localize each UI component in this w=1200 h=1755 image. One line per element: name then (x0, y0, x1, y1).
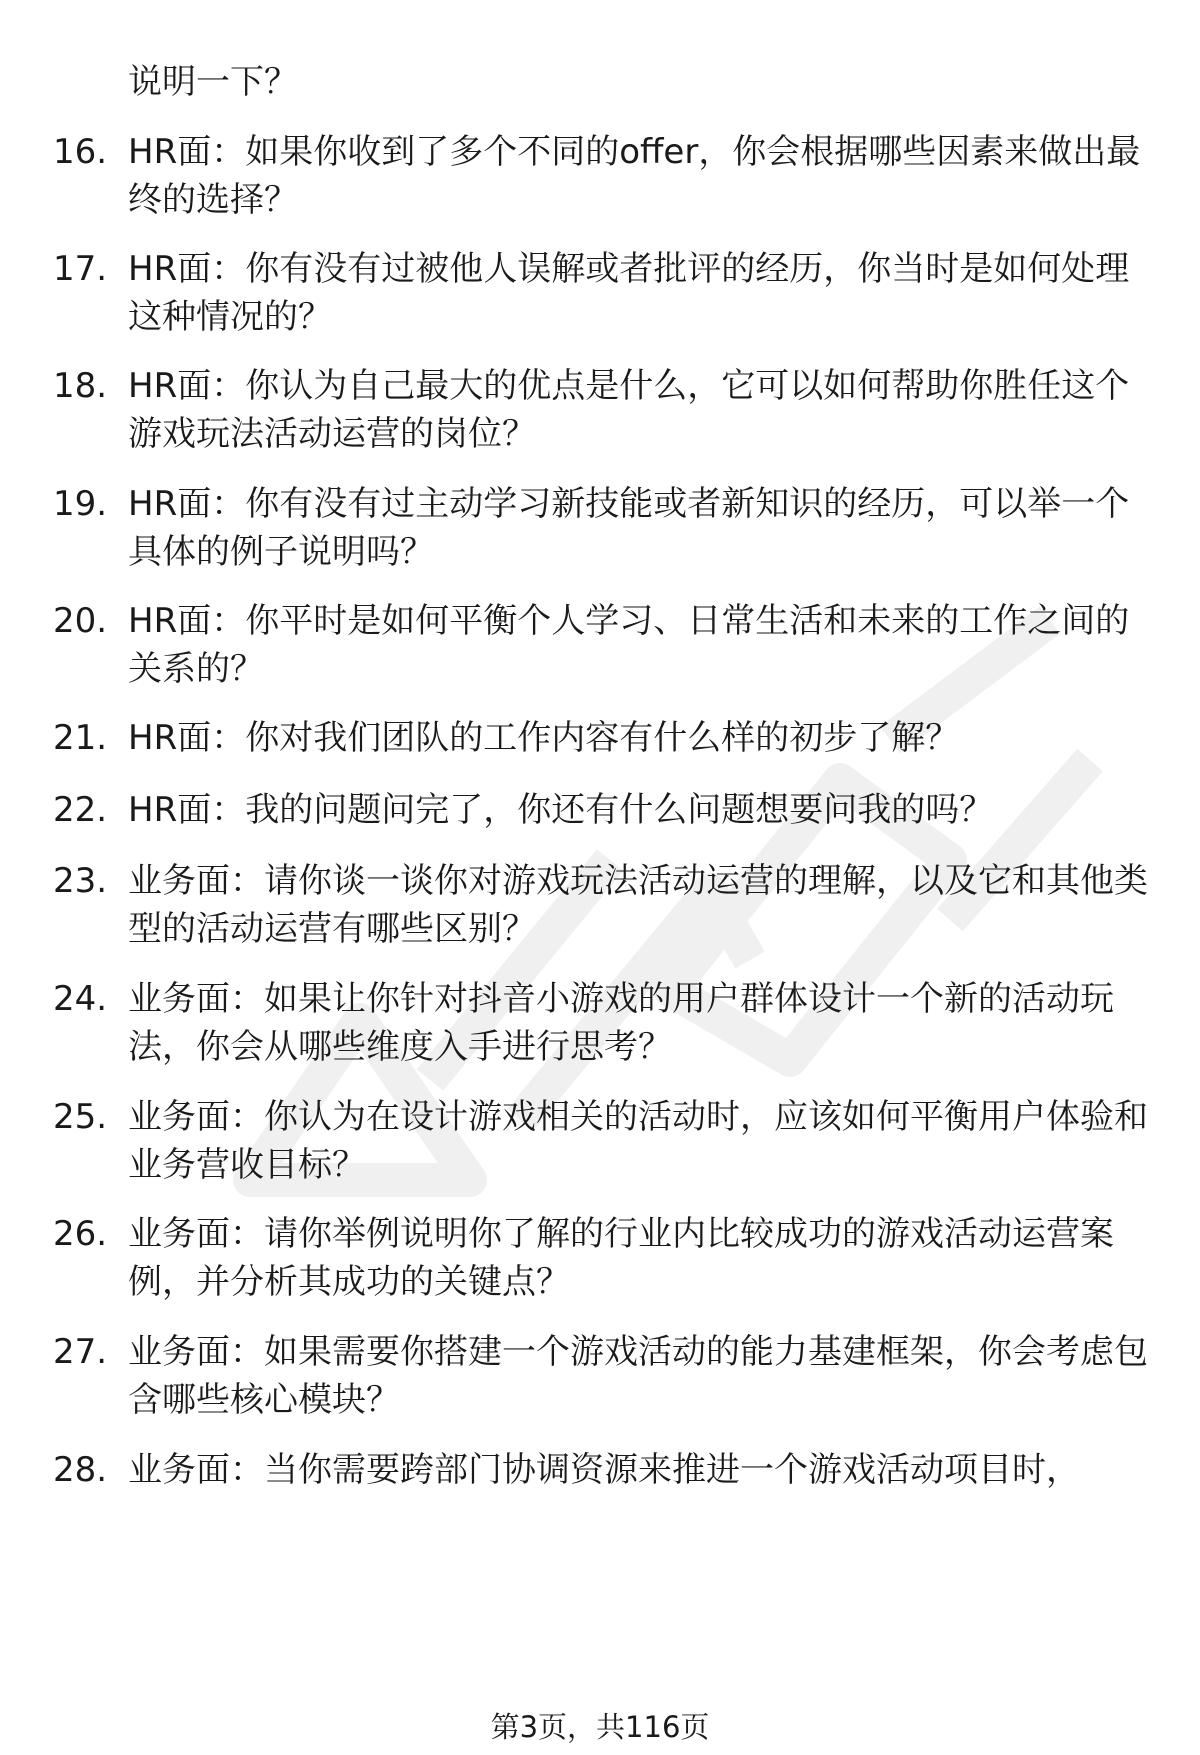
item-text: HR面：你平时是如何平衡个人学习、日常生活和未来的工作之间的关系的？ (128, 601, 1130, 689)
item-number: 17. (53, 249, 108, 289)
item-text: 业务面：请你谈一谈你对游戏玩法活动运营的理解，以及它和其他类型的活动运营有哪些区别？ (128, 861, 1148, 949)
item-number: 21. (53, 718, 108, 758)
item-number: 18. (53, 366, 108, 406)
item-number: 22. (53, 790, 108, 830)
item-text: HR面：如果你收到了多个不同的offer，你会根据哪些因素来做出最终的选择？ (128, 132, 1141, 220)
item-text: 业务面：如果需要你搭建一个游戏活动的能力基建框架，你会考虑包含哪些核心模块？ (128, 1332, 1148, 1420)
item-number: 20. (53, 601, 108, 641)
page-footer: 第3页，共116页 (490, 1710, 710, 1744)
item-text: 业务面：当你需要跨部门协调资源来推进一个游戏活动项目时， (128, 1450, 1080, 1490)
item-text: HR面：你有没有过主动学习新技能或者新知识的经历，可以举一个具体的例子说明吗？ (128, 484, 1130, 572)
item-text: HR面：你认为自己最大的优点是什么，它可以如何帮助你胜任这个游戏玩法活动运营的岗位？ (128, 366, 1130, 454)
item-number: 16. (53, 132, 108, 172)
item-number: 25. (53, 1097, 108, 1137)
item-number: 28. (53, 1450, 108, 1490)
item-text: 业务面：你认为在设计游戏相关的活动时，应该如何平衡用户体验和业务营收目标？ (128, 1097, 1148, 1185)
item-text: HR面：你有没有过被他人误解或者批评的经历，你当时是如何处理这种情况的？ (128, 249, 1130, 337)
item-text: HR面：我的问题问完了，你还有什么问题想要问我的吗？ (128, 790, 994, 830)
item-number: 24. (53, 979, 108, 1019)
item-text: 业务面：请你举例说明你了解的行业内比较成功的游戏活动运营案例，并分析其成功的关键点？ (128, 1214, 1114, 1302)
item-text: 业务面：如果让你针对抖音小游戏的用户群体设计一个新的活动玩法，你会从哪些维度入手进行思考？ (128, 979, 1114, 1067)
item-number: 26. (53, 1214, 108, 1254)
continuation-text: 说明一下？ (128, 62, 298, 102)
item-number: 19. (53, 484, 108, 524)
item-number: 23. (53, 861, 108, 901)
item-number: 27. (53, 1332, 108, 1372)
item-text: HR面：你对我们团队的工作内容有什么样的初步了解？ (128, 718, 960, 758)
